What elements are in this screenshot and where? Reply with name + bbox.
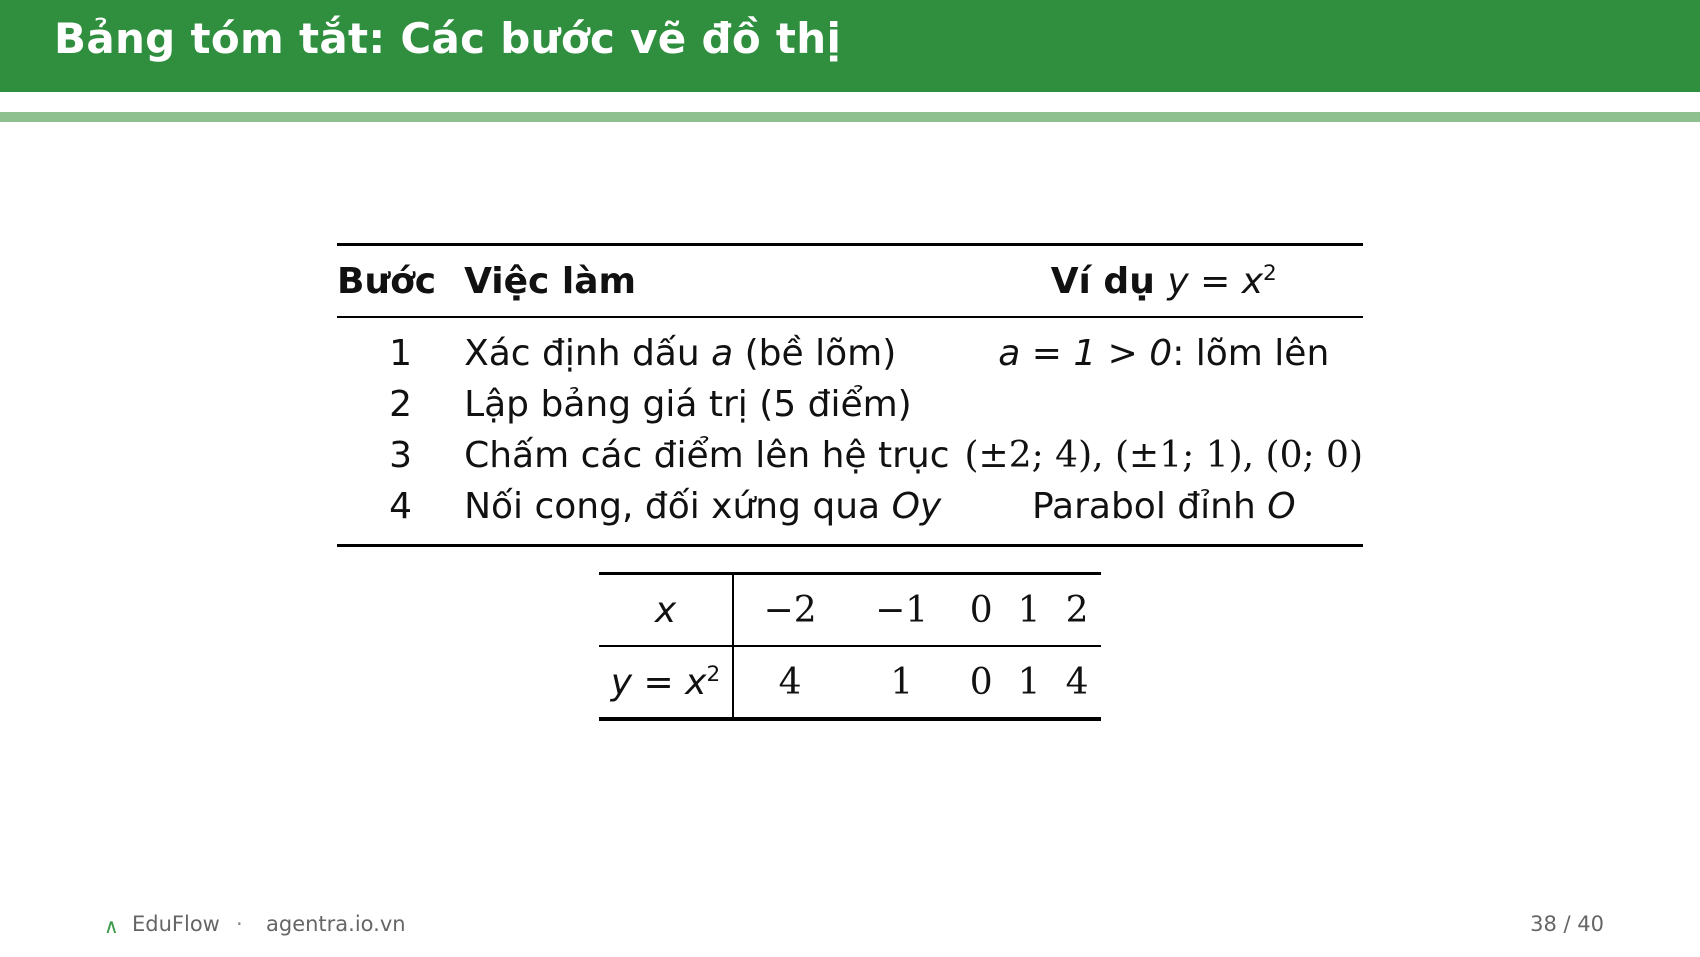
x-value: 1 (1017, 589, 1041, 631)
step-number: 4 (389, 486, 412, 527)
y-value: 1 (1017, 661, 1041, 703)
y-value: 4 (778, 661, 802, 703)
header-example-math: y = x (1167, 260, 1264, 302)
y-label-text: y = x (610, 661, 707, 703)
example-text: : lõm lên (1172, 333, 1330, 374)
example-math: (±2; 4), (±1; 1), (0; 0) (964, 435, 1363, 476)
task-tail: (bề lõm) (733, 333, 897, 374)
example-cell (964, 379, 1363, 430)
slide-footer (104, 912, 1604, 940)
header-example-sup: 2 (1263, 260, 1277, 286)
header-task: Việc làm (464, 260, 637, 302)
task-var: Oy (891, 486, 942, 527)
y-value: 4 (1065, 661, 1089, 703)
table-row (337, 481, 1363, 546)
step-number: 3 (389, 435, 412, 476)
slide-header (0, 0, 1700, 92)
example-text: Parabol đỉnh (1031, 486, 1268, 527)
x-row-label: x (599, 574, 733, 647)
footer-separator: · (236, 912, 243, 936)
task-cell (464, 317, 964, 379)
step-number: 2 (389, 384, 412, 425)
task-text: Chấm các điểm lên hệ trục (464, 435, 950, 476)
step-number: 1 (389, 333, 412, 374)
x-value: 2 (1065, 589, 1089, 631)
task-text: Xác định dấu (464, 333, 712, 374)
task-var: a (711, 333, 734, 374)
example-math: a = 1 > 0 (998, 333, 1173, 374)
task-text: Lập bảng giá trị (5 điểm) (464, 384, 912, 425)
task-cell (464, 379, 964, 430)
header-example (964, 245, 1363, 318)
header-step: Bước (337, 260, 437, 302)
slide-title: Bảng tóm tắt: Các bước vẽ đồ thị (54, 14, 842, 63)
summary-table (337, 243, 1363, 547)
header-divider (0, 112, 1700, 122)
table-row (337, 317, 1363, 379)
y-label-sup: 2 (706, 661, 721, 687)
site-url: agentra.io.vn (266, 912, 406, 936)
y-value: 0 (969, 661, 993, 703)
task-cell (464, 430, 964, 481)
example-var: O (1267, 486, 1296, 527)
y-row-label (599, 646, 733, 719)
header-example-text: Ví dụ (1050, 260, 1155, 302)
y-value: 1 (890, 661, 914, 703)
y-row (599, 646, 1101, 719)
page-number: 38 / 40 (1530, 912, 1604, 936)
example-cell (964, 430, 1363, 481)
caret-up-icon: ∧ (104, 914, 119, 938)
brand-name: EduFlow (132, 912, 220, 936)
example-cell (964, 317, 1363, 379)
example-cell (964, 481, 1363, 546)
table-row (337, 430, 1363, 481)
summary-header-row (337, 245, 1363, 318)
table-row (337, 379, 1363, 430)
task-cell (464, 481, 964, 546)
x-value: 0 (969, 589, 993, 631)
x-value: −1 (875, 589, 929, 631)
x-row (599, 574, 1101, 647)
value-table (599, 572, 1101, 721)
x-value: −2 (763, 589, 817, 631)
task-text: Nối cong, đối xứng qua (464, 486, 892, 527)
